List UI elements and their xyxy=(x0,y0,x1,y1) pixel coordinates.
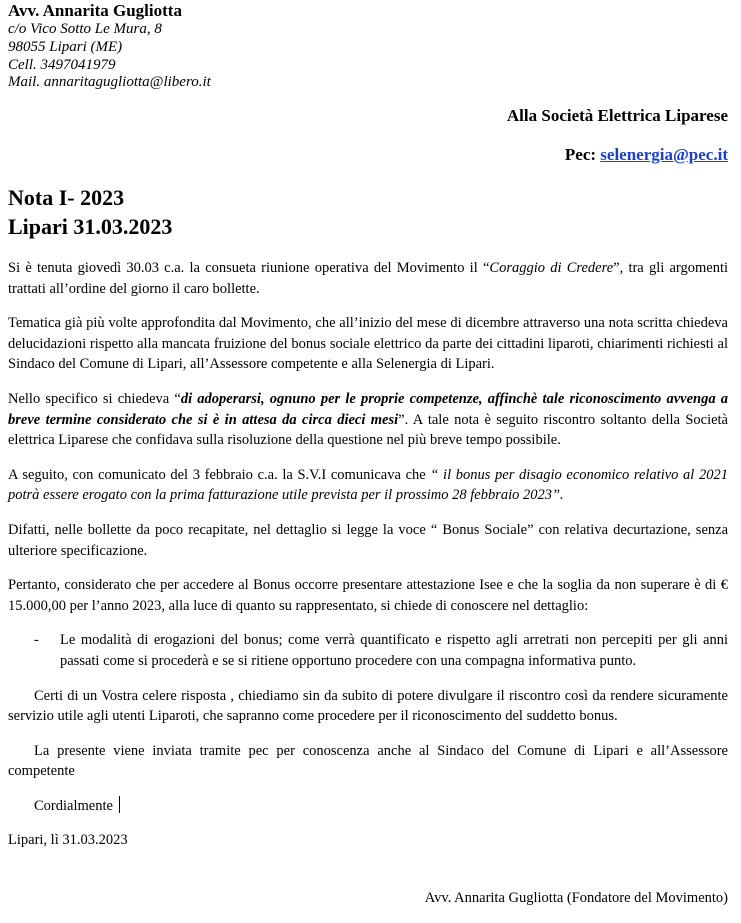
bullet-text: Le modalità di erogazioni del bonus; come verrà quantificato e rispetto agli arretrati non percepiti per gli anni passati come si procederà e se si ritiene opportuno procedere con una compagna informativa punto. xyxy=(60,632,728,669)
sender-address: c/o Vico Sotto Le Mura, 8 xyxy=(8,21,162,37)
recipient-pec xyxy=(565,145,728,165)
paragraph-7: Certi di un Vostra celere risposta , chiediamo sin da subito di potere divulgare il riscontro così da rendere sicuramente servizio utile agli utenti Liparoti, che sapranno come procedere per il riconoscimento del suddetto bonus. xyxy=(8,687,728,725)
paragraph-2: Tematica già più volte approfondita dal Movimento, che all’inizio del mese di dicembre attraverso una nota scritta chiedeva delucidazioni rispetto alla mancata fruizione del bonus sociale elettrico da parte dei cittadini liparoti, chiarimenti richiesti al Sindaco del Comune di Lipari, all’Assessore competente e alla Selenergia di Lipari. xyxy=(8,315,728,373)
document-heading xyxy=(8,183,172,241)
text-cursor xyxy=(119,796,120,813)
signature: Avv. Annarita Gugliotta (Fondatore del Movimento) xyxy=(424,890,728,906)
sender-mail: Mail. annaritagugliotta@libero.it xyxy=(8,74,211,91)
paragraph-6: Pertanto, considerato che per accedere al Bonus occorre presentare attestazione Isee e che la soglia da non superare è di € 15.000,00 per l’anno 2023, alla luce di quanto su rappresentato, si chiede di conoscere nel dettaglio: xyxy=(8,577,728,614)
letter-body xyxy=(8,258,728,865)
sender-phone: Cell. 3497041979 xyxy=(8,56,116,73)
paragraph-8: La presente viene inviata tramite pec per conoscenza anche al Sindaco del Comune di Lipari e all’Assessore competente xyxy=(8,742,728,780)
recipient-line: Alla Società Elettrica Liparese xyxy=(506,106,728,125)
nota-title: Nota I- 2023 xyxy=(8,185,125,210)
paragraph-4: A seguito, con comunicato del 3 febbraio c.a. la S.V.I comunicava che “ il bonus per disagio economico relativo al 2021 potrà essere erogato con la prima fatturazione utile prevista per il prossimo 28 febbraio 2023”. xyxy=(8,466,728,504)
pec-label: Pec: xyxy=(564,145,601,164)
paragraph-5: Difatti, nelle bollette da poco recapitate, nel dettaglio si legge la voce “ Bonus Sociale” con relativa decurtazione, senza ulteriore specificazione. xyxy=(8,521,728,559)
paragraph-3: Nello specifico si chiedeva “di adoperarsi, ognuno per le proprie competenze, affinchè tale riconoscimento avvenga a breve termine considerato che si è in attesa da circa dieci mesi”. A tale nota è seguito riscontro soltanto della Società elettrica Liparese che confidava sulla risoluzione della questione nel più breve tempo possibile. xyxy=(8,390,728,449)
closing xyxy=(8,796,728,817)
closing-text: Cordialmente xyxy=(34,797,113,814)
nota-date: Lipari 31.03.2023 xyxy=(8,214,173,239)
place-date: Lipari, lì 31.03.2023 xyxy=(8,832,128,849)
bullet-dash: - xyxy=(34,632,39,649)
sender-block xyxy=(8,1,211,92)
paragraph-1: Si è tenuta giovedì 30.03 c.a. la consueta riunione operativa del Movimento il “Coraggio di Credere”, tra gli argomenti trattati all’ordine del giorno il caro bollette. xyxy=(8,260,729,297)
sender-city: 98055 Lipari (ME) xyxy=(8,38,123,55)
pec-email-link[interactable]: selenergia@pec.it xyxy=(600,145,728,164)
list-item xyxy=(8,630,728,671)
sender-name: Avv. Annarita Gugliotta xyxy=(8,1,182,20)
